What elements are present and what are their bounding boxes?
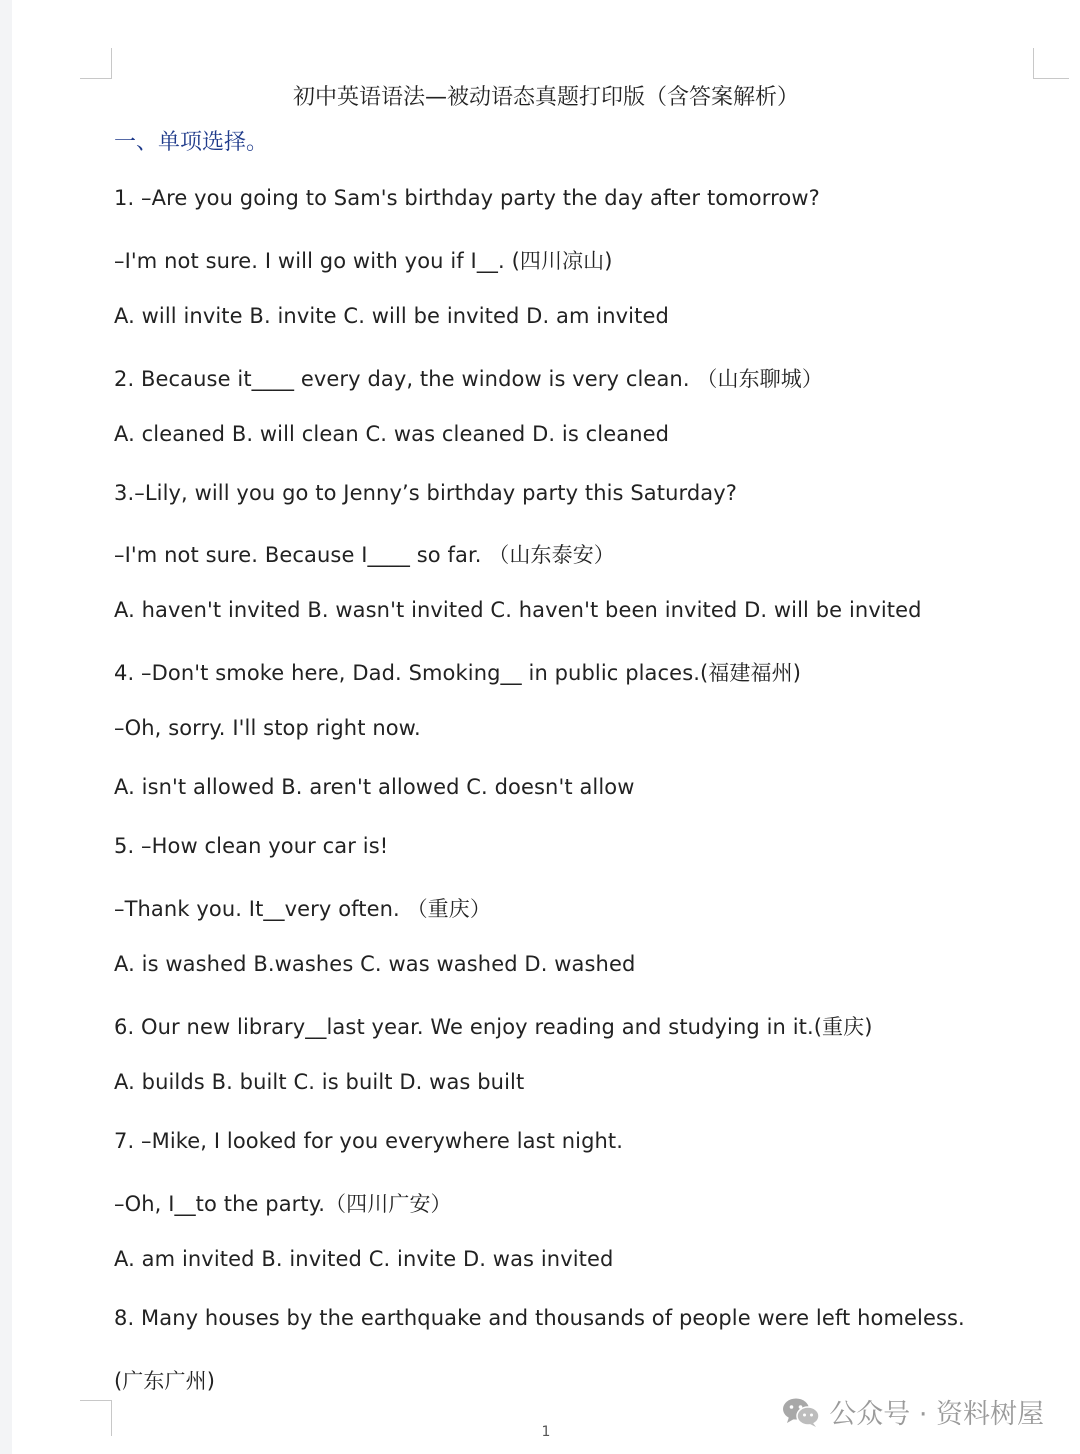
options-line: A. am invited B. invited C. invite D. was invited bbox=[114, 1247, 614, 1271]
question-line: 3.–Lily, will you go to Jenny’s birthday party this Saturday? bbox=[114, 481, 738, 505]
question-line: –Oh, I__to the party.（四川广安） bbox=[114, 1192, 452, 1216]
question-line: 4. –Don't smoke here, Dad. Smoking__ in public places.(福建福州) bbox=[114, 661, 801, 685]
watermark bbox=[781, 1392, 1044, 1431]
document-title: 初中英语语法—被动语态真题打印版（含答案解析） bbox=[292, 85, 799, 110]
watermark-text: 公众号 · 资料树屋 bbox=[829, 1399, 1044, 1430]
question-line: –Oh, sorry. I'll stop right now. bbox=[114, 716, 421, 740]
question-line: –Thank you. It__very often. （重庆） bbox=[114, 897, 491, 921]
crop-mark-top-right-v bbox=[1033, 48, 1034, 78]
crop-mark-top-left-h bbox=[80, 78, 112, 79]
section-heading: 一、单项选择。 bbox=[114, 130, 269, 155]
question-line: 5. –How clean your car is! bbox=[114, 834, 389, 858]
question-line: 8. Many houses by the earthquake and thousands of people were left homeless. bbox=[114, 1306, 965, 1330]
options-line: A. cleaned B. will clean C. was cleaned D. is cleaned bbox=[114, 422, 670, 446]
question-line: (广东广州) bbox=[114, 1369, 215, 1393]
question-line: –I'm not sure. Because I____ so far. （山东泰安） bbox=[114, 543, 615, 567]
options-line: A. builds B. built C. is built D. was built bbox=[114, 1070, 525, 1094]
question-line: 6. Our new library__last year. We enjoy reading and studying in it.(重庆) bbox=[114, 1015, 873, 1039]
page-number: 1 bbox=[541, 1424, 551, 1440]
crop-mark-top-right-h bbox=[1033, 78, 1069, 79]
options-line: A. will invite B. invite C. will be invited D. am invited bbox=[114, 304, 669, 328]
crop-mark-bottom-left-h bbox=[80, 1400, 112, 1401]
question-line: 1. –Are you going to Sam's birthday party the day after tomorrow? bbox=[114, 186, 820, 210]
question-line: 2. Because it____ every day, the window is very clean. （山东聊城） bbox=[114, 367, 823, 391]
options-line: A. haven't invited B. wasn't invited C. haven't been invited D. will be invited bbox=[114, 598, 922, 622]
crop-mark-top-left-v bbox=[111, 48, 112, 78]
document-page bbox=[12, 0, 1080, 1454]
wechat-icon bbox=[781, 1396, 821, 1428]
question-line: –I'm not sure. I will go with you if I__. (四川凉山) bbox=[114, 249, 613, 273]
options-line: A. is washed B.washes C. was washed D. washed bbox=[114, 952, 636, 976]
options-line: A. isn't allowed B. aren't allowed C. doesn't allow bbox=[114, 775, 635, 799]
question-line: 7. –Mike, I looked for you everywhere last night. bbox=[114, 1129, 624, 1153]
